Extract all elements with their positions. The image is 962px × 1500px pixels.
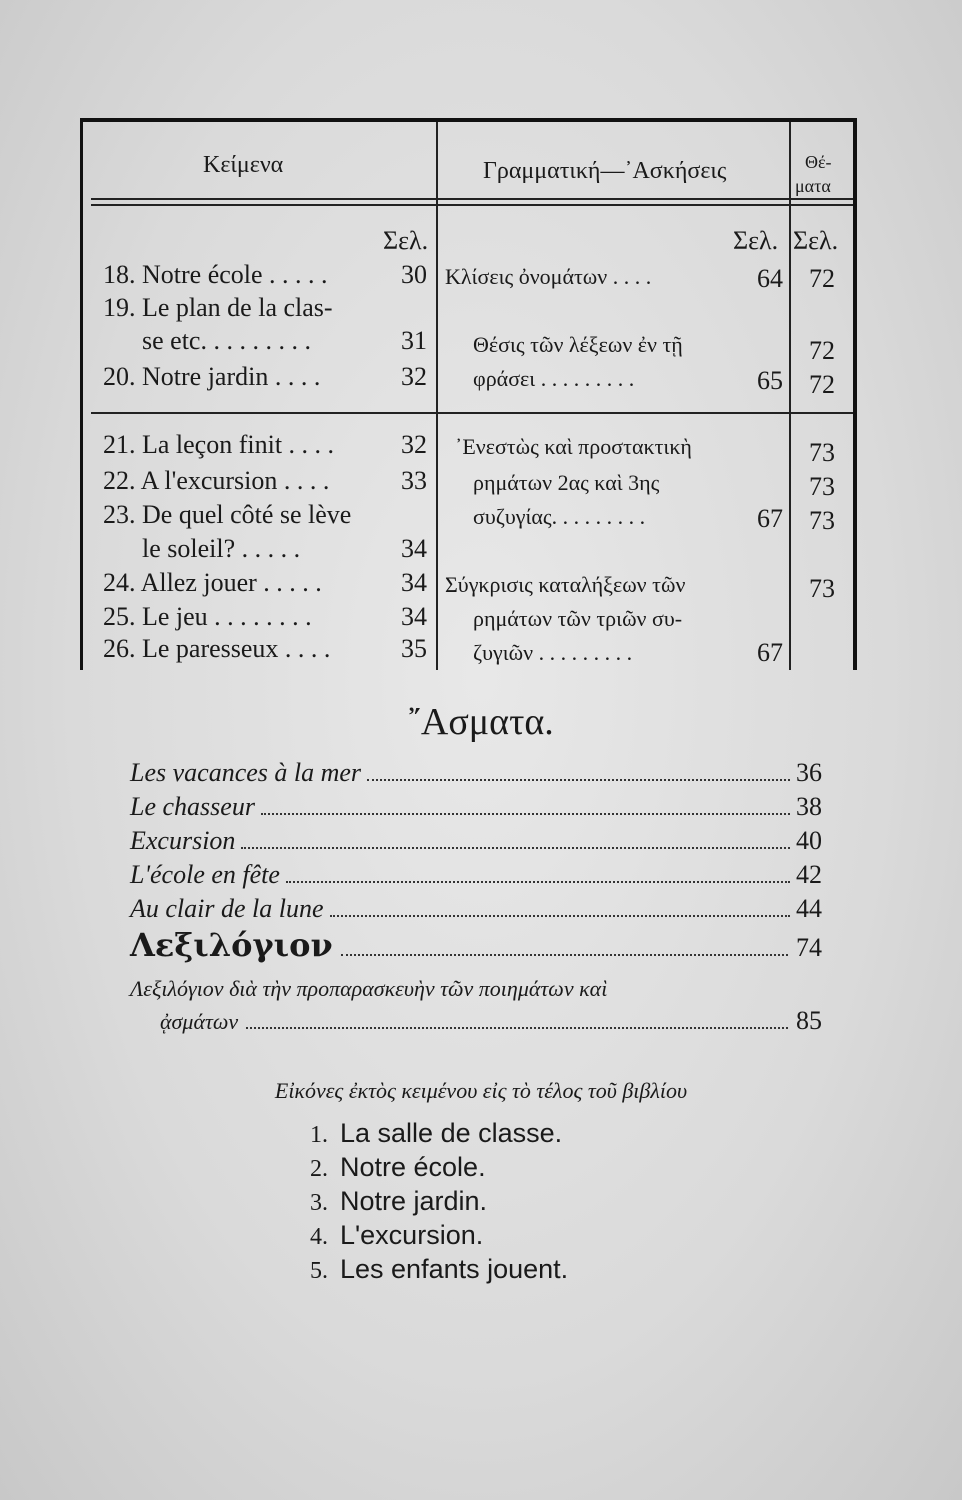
grammar-page: 67 xyxy=(757,504,783,533)
grammar-item: ρημάτων 2ας καὶ 3ης xyxy=(473,470,660,495)
image-number: 3. xyxy=(310,1190,328,1216)
text-item: 23. De quel côté se lève xyxy=(103,500,352,529)
theme-page: 73 xyxy=(809,438,835,467)
leader-dots xyxy=(330,897,790,917)
song-page: 38 xyxy=(796,792,822,821)
text-item: 20. Notre jardin . . . . xyxy=(103,362,321,391)
grammar-page: 65 xyxy=(757,366,783,395)
text-page: 30 xyxy=(401,260,427,289)
text-page: 31 xyxy=(401,326,427,355)
song-title: Excursion xyxy=(130,826,236,855)
songs-title: ῎Ασματα. xyxy=(408,701,554,743)
image-label: L'excursion. xyxy=(340,1220,484,1250)
song-page: 44 xyxy=(796,894,822,923)
lexicon2-line1: Λεξιλόγιον διὰ τὴν προπαρασκευὴν τῶν ποιημάτων καὶ xyxy=(130,976,608,1001)
theme-page: 72 xyxy=(809,336,835,365)
header-grammar: Γραμματική—᾿Ασκήσεις xyxy=(483,158,727,184)
text-item: 24. Allez jouer . . . . . xyxy=(103,568,322,597)
text-page: 34 xyxy=(401,602,427,631)
column-divider-2 xyxy=(789,122,791,670)
image-label: Les enfants jouent. xyxy=(340,1254,569,1284)
text-page: 34 xyxy=(401,534,427,563)
grammar-item: ρημάτων τῶν τριῶν συ- xyxy=(473,606,683,631)
text-page: 32 xyxy=(401,430,427,459)
song-title: L'école en fête xyxy=(130,860,280,889)
grammar-page: 67 xyxy=(757,638,783,667)
text-item: 26. Le paresseux . . . . xyxy=(103,634,331,663)
header-divider-2 xyxy=(91,204,853,206)
leader-dots xyxy=(246,1011,788,1029)
image-number: 5. xyxy=(310,1258,328,1284)
text-page: 35 xyxy=(401,634,427,663)
grammar-item: ᾿Ενεστὼς καὶ προστακτικὴ xyxy=(455,434,692,459)
header-themes-2: ματα xyxy=(795,176,831,196)
lexicon2-line2: ᾀσμάτων xyxy=(160,1009,239,1034)
image-list-item xyxy=(310,1186,487,1217)
header-themes-1: Θέ- xyxy=(805,152,832,172)
image-list-item xyxy=(310,1220,483,1251)
song-page: 40 xyxy=(796,826,822,855)
song-page: 42 xyxy=(796,860,822,889)
theme-page: 73 xyxy=(809,472,835,501)
contents-table xyxy=(80,118,857,670)
text-item: le soleil? . . . . . xyxy=(103,534,301,563)
text-item: 18. Notre école . . . . . xyxy=(103,260,328,289)
text-item: 25. Le jeu . . . . . . . . xyxy=(103,602,312,631)
lexicon-page: 74 xyxy=(796,933,822,962)
grammar-item: ζυγιῶν . . . . . . . . . xyxy=(473,640,633,665)
image-list-item xyxy=(310,1254,568,1285)
leader-dots xyxy=(341,934,788,956)
image-label: Notre école. xyxy=(340,1152,486,1182)
leader-dots xyxy=(241,829,790,849)
grammar-item: φράσει . . . . . . . . . xyxy=(473,366,635,391)
theme-page: 73 xyxy=(809,506,835,535)
song-title: Le chasseur xyxy=(130,792,255,821)
song-entry xyxy=(130,894,822,926)
image-label: Notre jardin. xyxy=(340,1186,488,1216)
sel-label-themes: Σελ. xyxy=(793,226,839,255)
lexicon2-page: 85 xyxy=(796,1006,822,1035)
theme-page: 73 xyxy=(809,574,835,603)
sel-label-grammar: Σελ. xyxy=(733,226,779,255)
row-divider xyxy=(91,412,853,414)
leader-dots xyxy=(261,795,790,815)
grammar-item: Κλίσεις ὀνομάτων . . . . xyxy=(445,264,652,289)
header-divider xyxy=(91,198,853,200)
leader-dots xyxy=(286,863,790,883)
grammar-item: Σύγκρισις καταλήξεων τῶν xyxy=(445,572,686,597)
text-item: 22. A l'excursion . . . . xyxy=(103,466,330,495)
image-list-item xyxy=(310,1152,486,1183)
theme-page: 72 xyxy=(809,264,835,293)
song-entry xyxy=(130,792,822,824)
text-page: 33 xyxy=(401,466,427,495)
image-number: 1. xyxy=(310,1122,328,1148)
text-item: 19. Le plan de la clas- xyxy=(103,293,333,322)
text-item: 21. La leçon finit . . . . xyxy=(103,430,335,459)
song-entry xyxy=(130,860,822,892)
header-texts: Κείμενα xyxy=(203,152,284,178)
song-title: Au clair de la lune xyxy=(130,894,324,923)
lexicon-title: Λεξιλόγιον xyxy=(130,926,333,964)
text-item: se etc. . . . . . . . . xyxy=(103,326,311,355)
grammar-item: συζυγίας. . . . . . . . . xyxy=(473,504,646,529)
theme-page: 72 xyxy=(809,370,835,399)
song-entry xyxy=(130,758,822,790)
song-page: 36 xyxy=(796,758,822,787)
image-number: 4. xyxy=(310,1224,328,1250)
image-label: La salle de classe. xyxy=(340,1118,563,1148)
lexicon-entry xyxy=(130,926,822,964)
text-page: 32 xyxy=(401,362,427,391)
grammar-item: Θέσις τῶν λέξεων ἐν τῇ xyxy=(473,332,683,357)
column-divider-1 xyxy=(436,122,438,670)
image-number: 2. xyxy=(310,1156,328,1182)
leader-dots xyxy=(367,761,790,781)
lexicon2-entry xyxy=(160,1006,822,1036)
grammar-page: 64 xyxy=(757,264,783,293)
song-entry xyxy=(130,826,822,858)
image-list-item xyxy=(310,1118,562,1149)
text-page: 34 xyxy=(401,568,427,597)
images-title: Εἰκόνες ἐκτὸς κειμένου εἰς τὸ τέλος τοῦ βιβλίου xyxy=(274,1078,688,1103)
song-title: Les vacances à la mer xyxy=(130,758,362,787)
sel-label-texts: Σελ. xyxy=(383,226,429,255)
